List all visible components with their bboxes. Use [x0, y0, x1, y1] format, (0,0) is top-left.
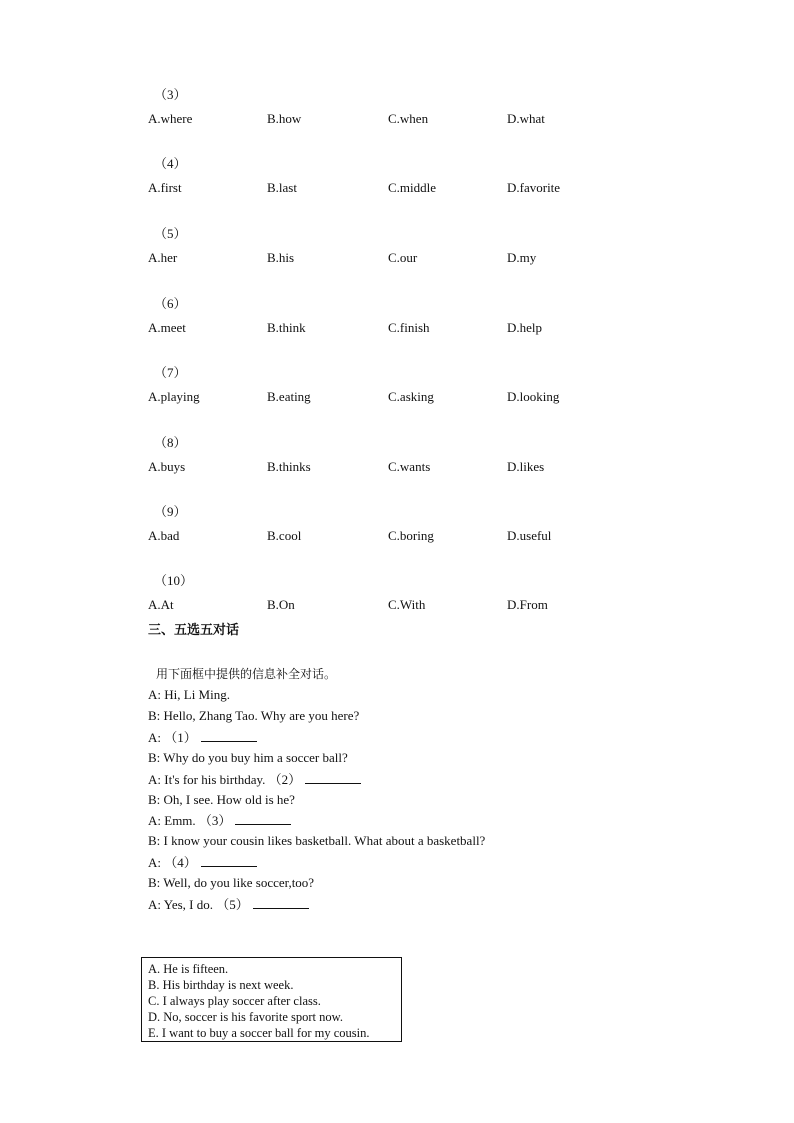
- option-c: C.our: [388, 250, 418, 265]
- section-title: 三、五选五对话: [148, 623, 240, 638]
- option-b: B.think: [267, 320, 306, 335]
- option-row: [148, 110, 668, 128]
- option-b: B.how: [267, 111, 302, 126]
- question-9: [148, 503, 668, 545]
- dialogue-line: [148, 729, 257, 746]
- option-d: D.my: [507, 250, 537, 265]
- option-c: C.With: [388, 597, 426, 612]
- option-d: D.help: [507, 320, 543, 335]
- answer-blank[interactable]: [201, 854, 257, 867]
- dialogue-text: B: I know your cousin likes basketball. What about a basketball?: [148, 833, 486, 848]
- answer-blank[interactable]: [253, 896, 309, 909]
- question-number: （7）: [154, 365, 187, 380]
- question-number: （10）: [154, 573, 194, 588]
- option-c: C.wants: [388, 459, 431, 474]
- answer-blank[interactable]: [201, 729, 257, 742]
- dialogue-text: A: It's for his birthday. （2）: [148, 772, 302, 787]
- dialogue-text: B: Why do you buy him a soccer ball?: [148, 750, 348, 765]
- dialogue-line: [148, 896, 309, 913]
- option-c: C.asking: [388, 389, 434, 404]
- dialogue-text: A: Hi, Li Ming.: [148, 687, 230, 702]
- option-a: A.first: [148, 180, 182, 195]
- dialogue-line: [148, 708, 359, 724]
- dialogue-line: [148, 812, 291, 829]
- option-b: B.cool: [267, 528, 302, 543]
- dialogue-text: B: Oh, I see. How old is he?: [148, 792, 295, 807]
- question-3: [148, 86, 668, 128]
- box-option-b: B. His birthday is next week.: [148, 978, 294, 992]
- question-number: （3）: [154, 87, 187, 102]
- option-d: D.useful: [507, 528, 552, 543]
- option-a: A.At: [148, 597, 174, 612]
- question-number: （8）: [154, 435, 187, 450]
- question-number: （5）: [154, 226, 187, 241]
- option-a: A.meet: [148, 320, 186, 335]
- option-a: A.bad: [148, 528, 180, 543]
- question-5: [148, 225, 668, 267]
- option-row: [148, 458, 668, 476]
- dialogue-line: [148, 771, 361, 788]
- dialogue-line: [148, 854, 257, 871]
- answer-blank[interactable]: [305, 771, 361, 784]
- dialogue-text: B: Well, do you like soccer,too?: [148, 875, 315, 890]
- option-d: D.favorite: [507, 180, 561, 195]
- dialogue-line: [148, 750, 348, 766]
- dialogue-text: B: Hello, Zhang Tao. Why are you here?: [148, 708, 360, 723]
- option-b: B.last: [267, 180, 297, 195]
- option-c: C.finish: [388, 320, 430, 335]
- dialogue-line: [148, 687, 230, 703]
- box-option-e: E. I want to buy a soccer ball for my cousin.: [148, 1026, 370, 1040]
- option-a: A.playing: [148, 389, 200, 404]
- question-8: [148, 434, 668, 476]
- option-d: D.From: [507, 597, 548, 612]
- option-c: C.when: [388, 111, 429, 126]
- dialogue-text: A: （1）: [148, 730, 197, 745]
- question-number: （4）: [154, 156, 187, 171]
- dialogue-line: [148, 792, 295, 808]
- option-d: D.likes: [507, 459, 545, 474]
- question-10: [148, 572, 668, 614]
- dialogue-text: A: Yes, I do. （5）: [148, 897, 249, 912]
- option-row: [148, 319, 668, 337]
- box-option-d: D. No, soccer is his favorite sport now.: [148, 1010, 343, 1024]
- box-option-c: C. I always play soccer after class.: [148, 994, 321, 1008]
- dialogue-line: [148, 875, 314, 891]
- box-option-a: A. He is fifteen.: [148, 962, 229, 976]
- option-b: B.eating: [267, 389, 311, 404]
- dialogue-text: A: Emm. （3）: [148, 813, 232, 828]
- dialogue-text: A: （4）: [148, 855, 197, 870]
- section-instruction: 用下面框中提供的信息补全对话。: [156, 667, 337, 681]
- question-number: （9）: [154, 504, 187, 519]
- option-c: C.middle: [388, 180, 437, 195]
- option-b: B.his: [267, 250, 295, 265]
- answer-blank[interactable]: [235, 812, 291, 825]
- option-row: [148, 388, 668, 406]
- question-7: [148, 364, 668, 406]
- question-4: [148, 155, 668, 197]
- option-b: B.thinks: [267, 459, 311, 474]
- option-a: A.where: [148, 111, 193, 126]
- option-d: D.what: [507, 111, 545, 126]
- option-d: D.looking: [507, 389, 560, 404]
- option-row: [148, 596, 668, 614]
- option-b: B.On: [267, 597, 295, 612]
- question-number: （6）: [154, 296, 187, 311]
- option-row: [148, 527, 668, 545]
- option-c: C.boring: [388, 528, 434, 543]
- option-a: A.buys: [148, 459, 186, 474]
- question-6: [148, 295, 668, 337]
- option-row: [148, 249, 668, 267]
- option-a: A.her: [148, 250, 178, 265]
- dialogue-line: [148, 833, 485, 849]
- answer-options-box: [141, 957, 402, 1042]
- option-row: [148, 179, 668, 197]
